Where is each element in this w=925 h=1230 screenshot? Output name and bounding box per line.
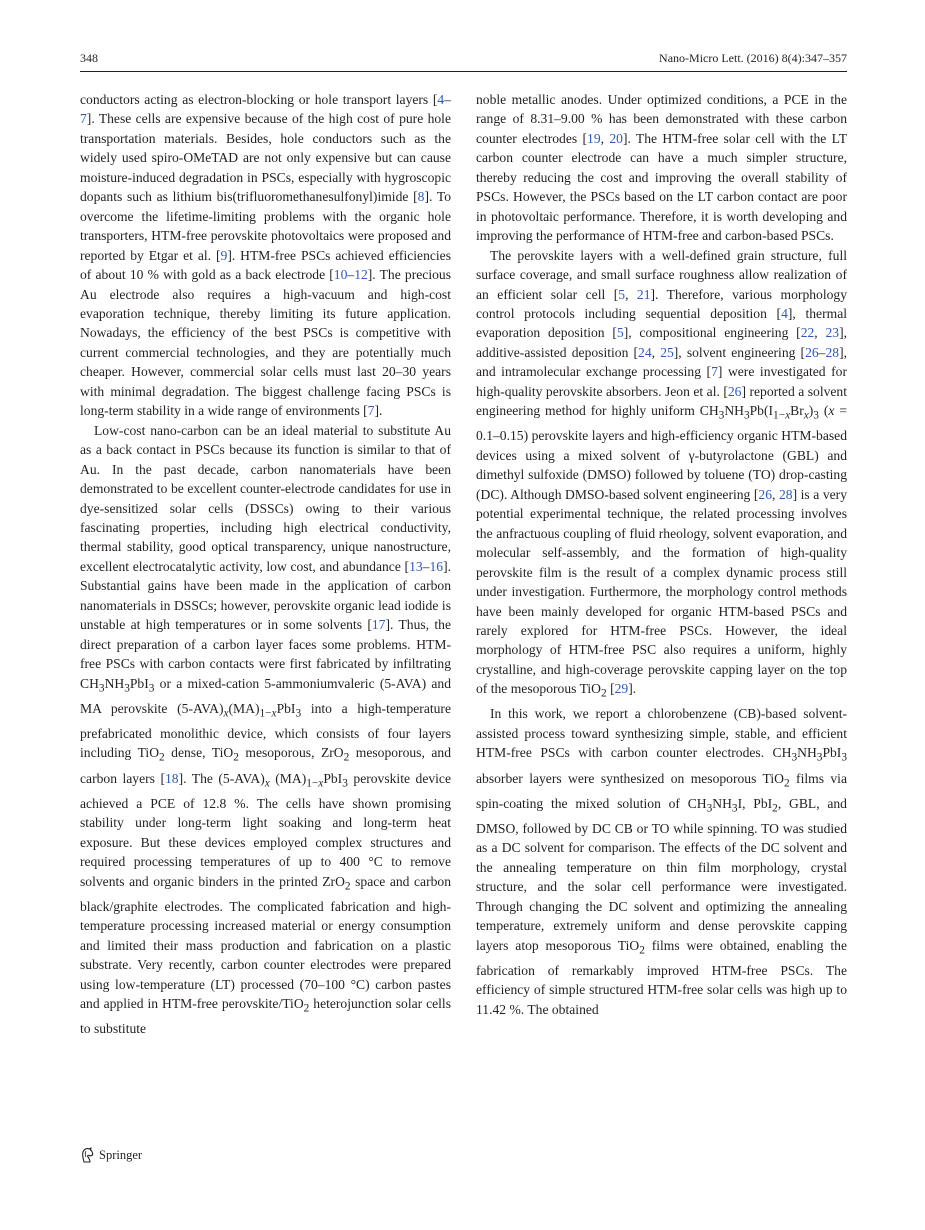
- page-number: 348: [80, 51, 98, 65]
- citation-link[interactable]: 5: [616, 325, 624, 341]
- citation-link[interactable]: 26: [758, 486, 773, 502]
- right-column: [476, 90, 847, 1120]
- citation-link[interactable]: 24: [638, 344, 652, 360]
- citation-link[interactable]: 29: [614, 681, 629, 697]
- paragraph: In this work, we report a chlorobenzene (CB)-based solvent-assisted process toward synthesizing simple, stable, and efficient HTM-free PSCs with carbon counter electrodes. $CH_3NH_3PbI_3$ absorber layers were synthesized on mesoporous TiO$_2$ films via spin-coating the mixed solution of $CH_3NH_3I$, PbI$_2$, GBL, and DMSO, followed by DC CB or TO while spinning. TO was studied as a DC solvent for comparison. The effects of the DC solvent and the annealing temperature on thin film morphology, crystal structure, and the solar cell performance were investigated. Through changing the DC solvent and optimizing the annealing temperature, extremely uniform and dense perovskite capping layers atop mesoporous TiO$_2$ films were obtained, enabling the fabrication of remarkably improved HTM-free PSCs. The efficiency of simple structured HTM-free solar cells was high up to 11.42 %. The obtained: [476, 706, 847, 1017]
- citation-link[interactable]: 13: [409, 558, 423, 574]
- citation-link[interactable]: 10: [333, 267, 348, 283]
- paragraph: Low-cost nano-carbon can be an ideal material to substitute Au as a back contact in PSCs because its function is similar to that of Au. In the past decade, carbon nanomaterials have been demonstrated to be excellent counter-electrode candidates for use in dye-sensitized solar cells (DSSCs) owing to their various fascinating properties, including high electrical conductivity, thermal stability, good optical transparency, unique nanostructure, excellent electrocatalytic activity, low cost, and abundance [13–16]. Substantial gains have been made in the application of carbon nanomaterials in DSSCs; however, perovskite organic lead iodide is unstable at high temperatures or in some solvents [17]. Thus, the direct preparation of a carbon layer faces some problems. HTM-free PSCs with carbon contacts were first fabricated by infiltrating $CH_3NH_3PbI_3$ or a mixed-cation 5-ammoniumvaleric (5-AVA) and MA perovskite $(5-AVA)_x(MA)_{1-x}PbI_3$ into a high-temperature prefabricated monolithic device, which consists of four layers including TiO$_2$ dense, TiO$_2$ mesoporous, ZrO$_2$ mesoporous, and carbon layers [18]. The $(5-AVA)_x$ $(MA)_{1-x}PbI_3$ perovskite device achieved a PCE of 12.8 %. The cells have shown promising stability under long-term light soaking and long-term heat exposure. But these devices employed complex structures and required processing temperatures of up to 400 °C to remove solvents and organic binders in the printed ZrO$_2$ space and carbon black/graphite electrodes. The complicated fabrication and high-temperature processing increased material or energy consumption and limited their mass production and fabrication on a plastic substrate. Very recently, carbon counter electrodes were prepared using low-temperature (LT) processed (70–100 °C) carbon pastes and applied in HTM-free perovskite/TiO$_2$ heterojunction solar cells to substitute: [80, 422, 451, 1037]
- citation-link[interactable]: 25: [660, 344, 674, 360]
- springer-horse-icon: [80, 1147, 95, 1163]
- citation-link[interactable]: 7: [711, 364, 718, 380]
- paragraph: conductors acting as electron-blocking or hole transport layers [4–7]. These cells are expensive because of the high cost of pure hole transportation materials. Besides, hole conductors such as the widely used spiro-OMeTAD are not only expensive but can cause moisture-induced degradation in PSCs, especially with hygroscopic dopants such as lithium bis(trifluoromethanesulfonyl)imide [8]. To overcome the lifetime-limiting problems with the organic hole transporters, HTM-free perovskite photovoltaics were proposed and reported by Etgar et al. [9]. HTM-free PSCs achieved efficiencies of about 10 % with gold as a back electrode [10–12]. The precious Au electrode also requires a high-vacuum and high-cost evaporation technique, thereby limiting its future application. Nowadays, the efficiency of the best PSCs is competitive with current commercial technologies, and they are potentially much cheaper. However, commercial solar cells must last 20–30 years with minimal degradation. The biggest challenge facing PSCs is long-term stability in a wide range of environments [7].: [80, 92, 451, 419]
- citation-link[interactable]: 4: [781, 305, 788, 321]
- citation-link[interactable]: 26: [727, 383, 742, 399]
- paragraph: noble metallic anodes. Under optimized conditions, a PCE in the range of 8.31–9.00 % has been demonstrated with these carbon counter electrodes [19, 20]. The HTM-free solar cell with the LT carbon counter electrode can have a much simpler structure, thereby reducing the cost and improving the overall stability of PSCs. However, the PSCs based on the LT carbon contact are poor in photovoltaic performance. Therefore, it is worth developing and improving the performance of HTM-free and carbon-based PSCs.: [476, 92, 847, 244]
- citation-link[interactable]: 16: [429, 558, 444, 574]
- citation-link[interactable]: 22: [800, 325, 815, 341]
- citation-link[interactable]: 5: [618, 286, 626, 302]
- page-footer: [80, 1145, 142, 1165]
- citation-link[interactable]: 19: [587, 130, 601, 146]
- citation-link[interactable]: 17: [371, 617, 386, 633]
- journal-reference: Nano-Micro Lett. (2016) 8(4):347–357: [659, 51, 847, 65]
- citation-link[interactable]: 21: [636, 286, 651, 302]
- citation-link[interactable]: 7: [80, 111, 87, 127]
- citation-link[interactable]: 23: [825, 325, 840, 341]
- citation-link[interactable]: 7: [367, 403, 375, 419]
- citation-link[interactable]: 28: [825, 344, 840, 360]
- citation-link[interactable]: 8: [417, 189, 425, 205]
- citation-link[interactable]: 9: [220, 247, 228, 263]
- paragraph: The perovskite layers with a well-defined grain structure, full surface coverage, and small surface roughness allow realization of an efficient solar cell [5, 21]. Therefore, various morphology control protocols including sequential deposition [4], thermal evaporation deposition [5], compositional engineering [22, 23], additive-assisted deposition [24, 25], solvent engineering [26–28], and intramolecular exchange processing [7] were investigated for high-quality perovskite absorbers. Jeon et al. [26] reported a solvent engineering method for highly uniform $CH_3NH_3Pb(I_{1-x}Br_x)_3$ (x = 0.1–0.15) perovskite layers and high-efficiency organic HTM-based devices using a mixed solvent of γ-butyrolactone (GBL) and dimethyl sulfoxide (DMSO) followed by toluene (TO) drop-casting (DC). Although DMSO-based solvent engineering [26, 28] is a very potential experimental technique, the related processing involves the anfractuous coupling of fluid rheology, solvent evaporation, and molecular self-assembly, and the formation of high-quality perovskite film is the result of a complex dynamic process still under investigation. Furthermore, the morphology control methods have been mainly developed for organic HTM-based PSCs and rarely explored for HTM-free PSCs. However, the ideal morphology of HTM-free PSC also requires a uniform, highly crystalline, and high-coverage perovskite capping layer on the top of the mesoporous TiO$_2$ [29].: [476, 247, 847, 701]
- citation-link[interactable]: 20: [609, 130, 623, 146]
- publisher-name: Springer: [99, 1147, 143, 1162]
- citation-link[interactable]: 18: [164, 770, 179, 786]
- citation-link[interactable]: 26: [805, 344, 819, 360]
- page-header: [80, 51, 847, 71]
- citation-link[interactable]: 28: [778, 486, 793, 502]
- left-column: [80, 90, 451, 1120]
- header-rule: [80, 71, 847, 72]
- citation-link[interactable]: 4: [437, 92, 445, 107]
- citation-link[interactable]: 12: [354, 267, 368, 283]
